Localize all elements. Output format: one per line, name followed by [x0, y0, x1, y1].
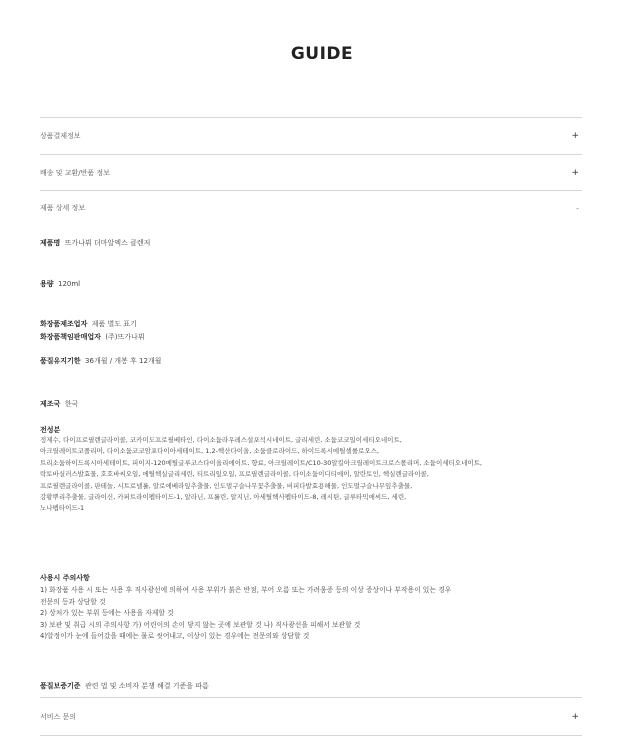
caution-heading: 사용시 주의사항 [40, 574, 90, 582]
expand-plus-icon[interactable]: + [571, 131, 579, 141]
accordion-bottom-divider [40, 735, 582, 736]
product-detail-row[interactable] [40, 190, 582, 225]
seller: 화장품책임판매업자 (주)뜨가나뷔 [40, 333, 145, 341]
expand-plus-icon[interactable]: + [571, 711, 579, 722]
origin-country: 제조국 한국 [40, 400, 79, 408]
ingredients-heading: 전성분 [40, 426, 61, 434]
expand-plus-icon[interactable]: + [571, 167, 579, 178]
manufacturer: 화장품제조업자 제품 별도 표기 [40, 320, 137, 328]
service-inquiry-label: 서비스 문의 [40, 712, 77, 721]
page-title: GUIDE [290, 44, 354, 64]
guide-accordion [40, 117, 582, 736]
caution-list: 1) 화장품 사용 시 또는 사용 후 직사광선에 의하여 사용 부위가 붉은 반점, 부어 오름 또는 가려움증 등의 이상 증상이나 부작용이 있는 경우 전문의 등과 상담할 것 2) 상처가 있는 부위 등에는 사용을 자제할 것 3) 보관 및 취급 시의 주의사항 가) 어린이의 손이 닿지 않는 곳에 보관할 것 나) 직사광선을 피해서 보관할 것 4)알정이가 눈에 들어갔을 때에는 물로 씻어내고, 이상이 있는 경우에는 전문의와 상담할 것 [40, 586, 452, 641]
product-volume: 용량 120ml [40, 280, 81, 288]
shipping-info-row[interactable] [40, 154, 582, 190]
quality-warranty: 품질보증기준 관련 법 및 소비자 분쟁 해결 기준을 따름 [40, 682, 209, 690]
product-detail-label: 제품 상세 정보 [40, 204, 86, 212]
collapse-minus-icon[interactable]: - [576, 203, 579, 213]
product-detail-panel [40, 225, 582, 697]
product-name: 제품명 뜨가나뷔 더마알엑스 클렌저 [40, 239, 151, 247]
payment-info-row[interactable] [40, 117, 582, 154]
expiry-period: 품질유지기한 36개월 / 개봉 후 12개월 [40, 357, 162, 365]
ingredients-list: 정제수, 다이프로필렌글라이콜, 코카미도프로필베타인, 다이소듐라우레스설포석시네이트, 글리세린, 소듐코코일이세티오네이트, 아크릴레이트코폴리머, 다이소듐코코암포다이아세테이트, 1,2-헥산다이올, 소듐클로라이드, 하이드록시에틸셀룰로오스, 트리소듐하이드록시아세테이트, 피이지-120메틸글루코스다이올리에이트, 향료, 아크릴레이트/C10-30알킬아크릴레이트크로스폴리머, 소듐이세티오네이트, 락토바실러스발효물, 호호바씨오일, 에틸헥실글리세린, 티트리잎오일, 프로필렌글라이콜, 다이소듐이디티에이, 알란토인, 헥실렌글라이콜, 프로필렌글라이콜, 판테놀, 시트로넬롤, 알로에베라잎추출물, 인도멀구슬나무꽃추출물, 비피다발효용해물, 인도멀구슬나무잎추출물, 강황뿌리추출물, 글라이신, 카퍼트라이펩타이드-1, 알라닌, 프롤린, 알지닌, 아세틸헥사펩타이드-8, 레시틴, 글루타믹애씨드, 세린, 노나펩타이드-1 [40, 436, 482, 513]
shipping-info-label: 배송 및 교환/반품 정보 [40, 168, 110, 177]
service-inquiry-row[interactable] [40, 697, 582, 735]
payment-info-label: 상품결제정보 [40, 132, 81, 140]
